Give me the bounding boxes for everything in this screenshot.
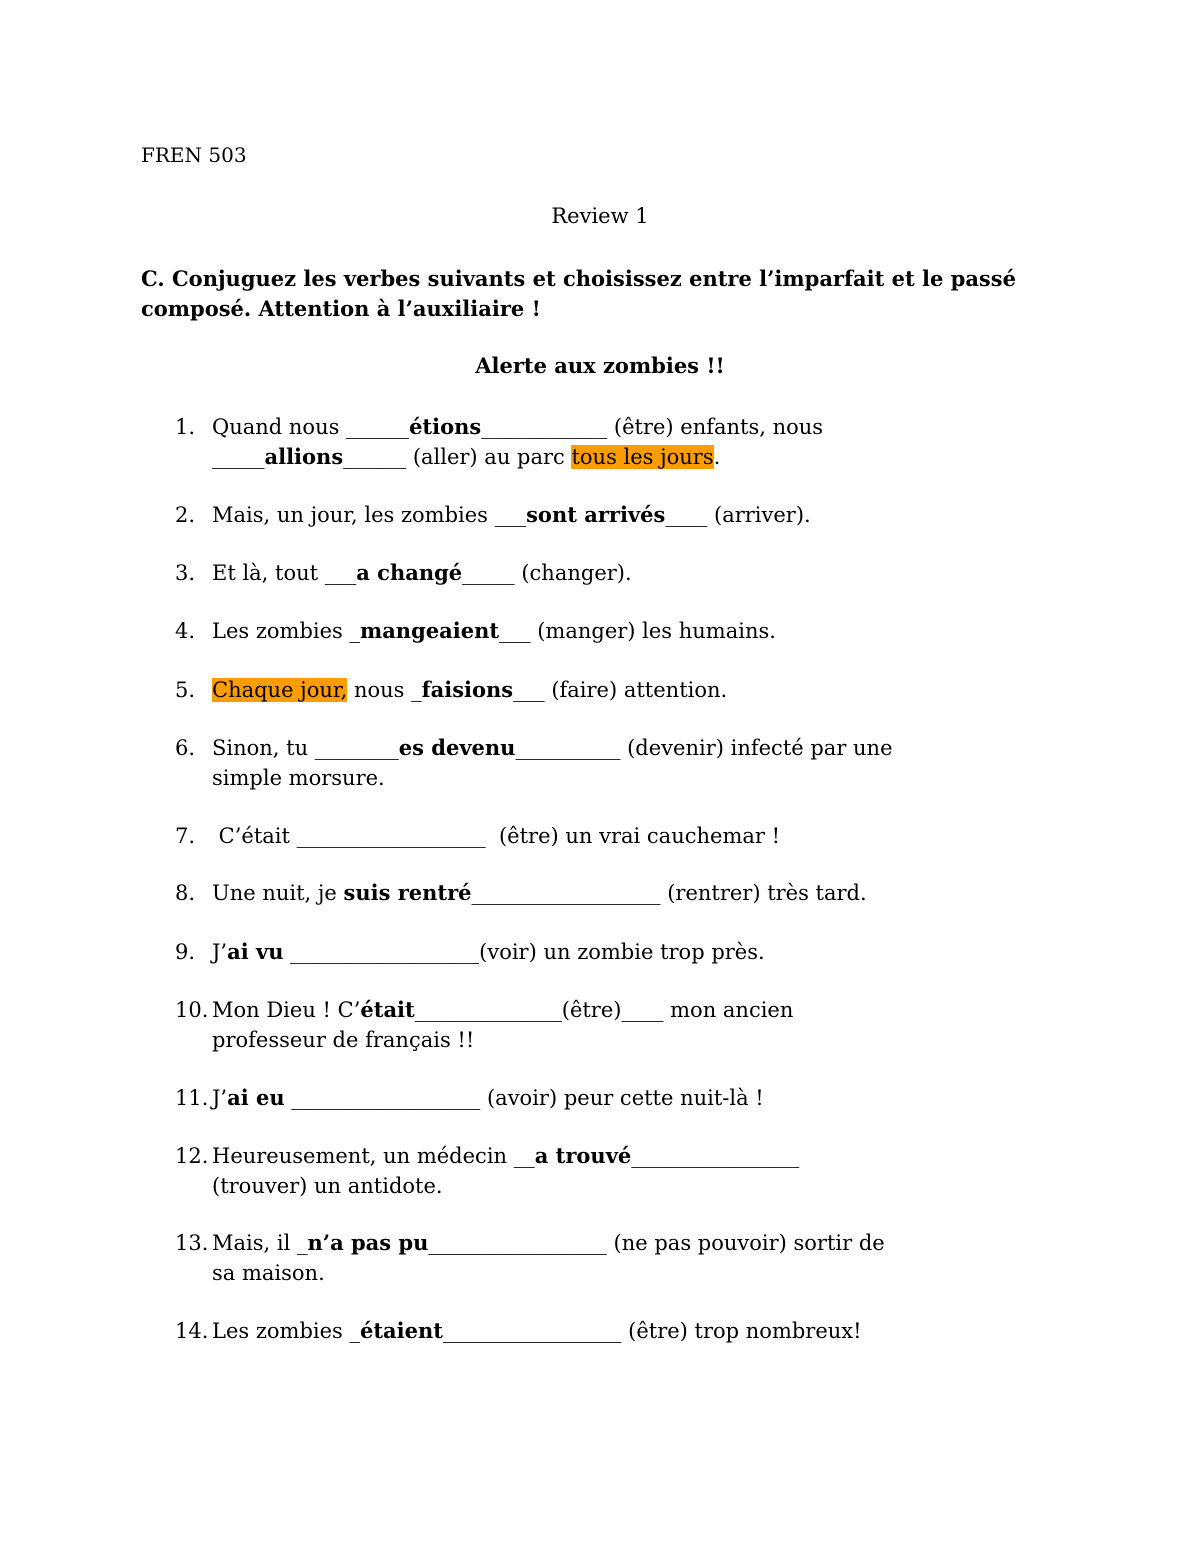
item-number: 13. [175, 1231, 209, 1255]
item-number: 14. [175, 1319, 209, 1343]
list-item [175, 616, 1075, 646]
list-item [175, 1141, 1075, 1201]
highlighted-text: Chaque jour, [212, 678, 348, 702]
item-text: Mais, il _n’a pas pu_________________ (ne pas pouvoir) sortir de sa maison. [212, 1230, 885, 1285]
answer: ai vu [227, 939, 284, 964]
item-text: Une nuit, je suis rentré__________________ (rentrer) très tard. [212, 880, 867, 905]
answer: suis rentré [343, 880, 472, 905]
list-item [175, 733, 1075, 793]
answer: n’a pas pu [307, 1230, 429, 1255]
list-item [175, 500, 1075, 530]
item-text: Les zombies _mangeaient___ (manger) les humains. [212, 618, 776, 643]
item-number: 4. [175, 619, 196, 643]
item-number: 9. [175, 940, 196, 964]
answer: ai eu [227, 1085, 285, 1110]
item-text: Heureusement, un médecin __a trouvé________________ (trouver) un antidote. [212, 1143, 800, 1198]
item-text: Mon Dieu ! C’était______________(être)____ mon ancien professeur de français !! [212, 997, 794, 1052]
answer: a trouvé [534, 1143, 632, 1168]
item-text: Sinon, tu ________es devenu__________ (devenir) infecté par une simple morsure. [212, 735, 893, 790]
item-number: 5. [175, 678, 196, 702]
item-number: 7. [175, 824, 196, 848]
item-text: Quand nous ______étions____________ (être) enfants, nous _____allions______ (aller) au parc tous les jours. [212, 414, 824, 469]
answer: allions [264, 444, 344, 469]
item-number: 1. [175, 415, 196, 439]
list-item [175, 937, 1075, 967]
item-number: 6. [175, 736, 196, 760]
answer: étions [409, 414, 482, 439]
answer: étaient [359, 1318, 443, 1343]
list-item [175, 675, 1075, 705]
page-title: Review 1 [551, 204, 649, 228]
answer: mangeaient [359, 618, 500, 643]
list-item [175, 995, 1075, 1055]
course-code: FREN 503 [141, 143, 247, 167]
item-text: Les zombies _étaient_________________ (être) trop nombreux! [212, 1318, 862, 1343]
item-text: Mais, un jour, les zombies ___sont arrivés____ (arriver). [212, 502, 811, 527]
item-text: Chaque jour, nous _faisions___ (faire) attention. [212, 677, 728, 702]
item-number: 12. [175, 1144, 209, 1168]
item-text: J’ai eu __________________ (avoir) peur cette nuit-là ! [212, 1085, 764, 1110]
item-number: 2. [175, 503, 196, 527]
item-text: Et là, tout ___a changé_____ (changer). [212, 560, 632, 585]
item-number: 8. [175, 881, 196, 905]
item-number: 3. [175, 561, 196, 585]
item-number: 10. [175, 998, 209, 1022]
highlighted-text: tous les jours [571, 445, 714, 469]
item-text: C’était __________________ (être) un vrai cauchemar ! [212, 824, 781, 848]
list-item [175, 558, 1075, 588]
answer: était [360, 997, 415, 1022]
list-item [175, 821, 1075, 851]
list-item [175, 1316, 1075, 1346]
answer: faisions [421, 677, 514, 702]
answer: es devenu [398, 735, 516, 760]
item-text: J’ai vu __________________(voir) un zombie trop près. [212, 939, 765, 964]
item-number: 11. [175, 1086, 209, 1110]
answer: a changé [356, 560, 463, 585]
instructions [141, 264, 1061, 324]
exercise-subtitle: Alerte aux zombies !! [475, 353, 725, 378]
list-item [175, 878, 1075, 908]
list-item [175, 1083, 1075, 1113]
answer: sont arrivés [526, 502, 666, 527]
list-item [175, 1228, 1075, 1288]
list-item [175, 412, 1075, 472]
instructions-line-2: composé. Attention à l’auxiliaire ! [141, 296, 541, 321]
instructions-line-1: C. Conjuguez les verbes suivants et choisissez entre l’imparfait et le passé [141, 266, 1016, 291]
